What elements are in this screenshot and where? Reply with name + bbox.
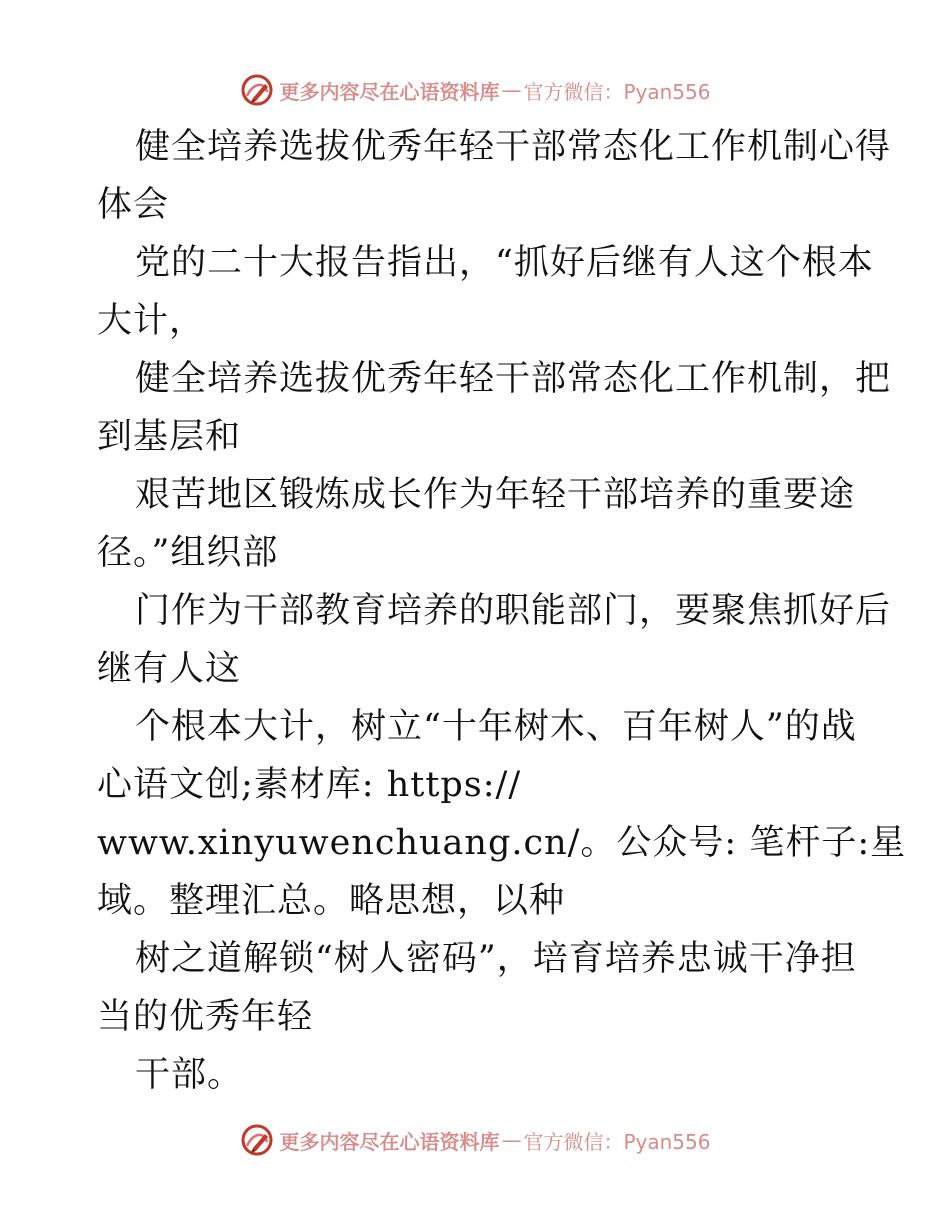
- body-line: 体会: [97, 185, 170, 225]
- body-line: 健全培养选拔优秀年轻干部常态化工作机制，把: [135, 359, 892, 399]
- header-watermark: [0, 70, 950, 110]
- watermark-text: 更多内容尽在心语资料库: [279, 1129, 500, 1154]
- watermark-text: 更多内容尽在心语资料库: [279, 79, 500, 104]
- body-line: 树之道解锁“树人密码”，培育培养忠诚干净担: [135, 939, 857, 979]
- body-line: 域。整理汇总。略思想，以种: [97, 881, 566, 921]
- body-line: 径。”组织部: [97, 533, 279, 573]
- body-line: 继有人这: [97, 649, 242, 689]
- body-line: 心语文创;素材库: https://: [97, 765, 522, 805]
- red-pen-swirl-icon: [239, 72, 275, 108]
- body-line: 当的优秀年轻: [97, 997, 314, 1037]
- watermark-wechat: 官方微信：Pyan556: [523, 79, 711, 104]
- body-line: www.xinyuwenchuang.cn/。公众号: 笔杆子:星: [97, 823, 907, 863]
- watermark-wechat: 官方微信：Pyan556: [523, 1129, 711, 1154]
- body-line: 干部。: [135, 1055, 244, 1095]
- footer-watermark: [0, 1120, 950, 1160]
- red-pen-swirl-icon: [239, 1122, 275, 1158]
- body-line: 门作为干部教育培养的职能部门，要聚焦抓好后: [135, 591, 892, 631]
- body-line: 党的二十大报告指出，“抓好后继有人这个根本: [135, 243, 874, 283]
- body-line: 艰苦地区锻炼成长作为年轻干部培养的重要途: [135, 475, 856, 515]
- body-line: 健全培养选拔优秀年轻干部常态化工作机制心得: [135, 127, 892, 167]
- body-line: 到基层和: [97, 417, 242, 457]
- document-body: [97, 118, 907, 1104]
- watermark-separator: —: [501, 1128, 522, 1152]
- body-line: 大计，: [97, 301, 206, 341]
- body-line: 个根本大计，树立“十年树木、百年树人”的战: [135, 707, 857, 747]
- watermark-separator: —: [501, 78, 522, 102]
